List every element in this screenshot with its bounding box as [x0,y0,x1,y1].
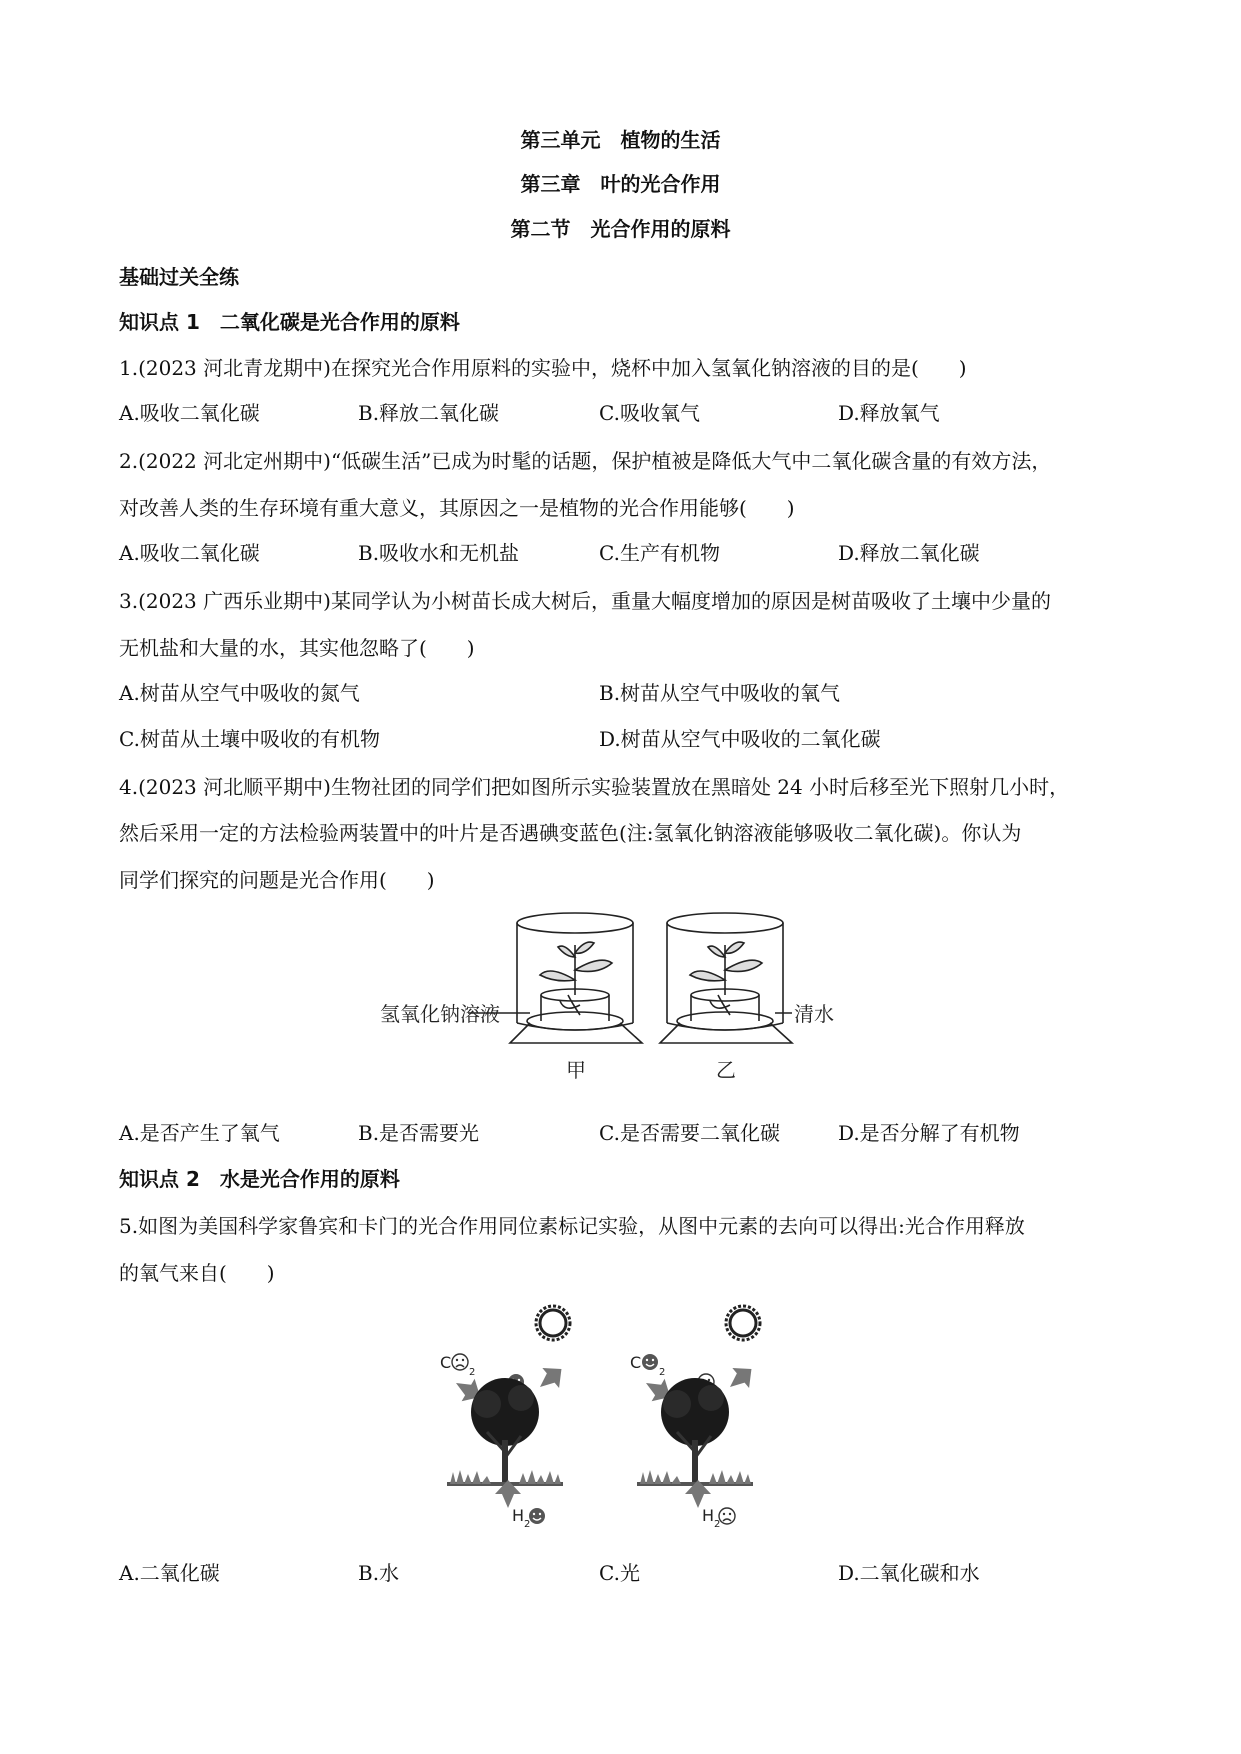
q5-option-a[interactable]: A.二氧化碳 [119,1561,220,1585]
figure-label-water: 清水 [794,1002,834,1026]
frown-icon [719,1508,735,1524]
question-3-stem-line1: 3.(2023 广西乐业期中)某同学认为小树苗长成大树后，重量大幅度增加的原因是树苗吸收了土壤中少量的 [119,589,1051,613]
left-panel [440,1306,570,1530]
left-c-sub: 2 [469,1367,476,1378]
q1-option-c[interactable]: C.吸收氧气 [599,401,700,425]
q3-option-b[interactable]: B.树苗从空气中吸收的氧气 [599,681,841,705]
sun-icon [726,1306,760,1340]
question-2-stem-line2: 对改善人类的生存环境有重大意义，其原因之一是植物的光合作用能够( ) [119,496,795,520]
q2-option-d[interactable]: D.释放二氧化碳 [838,541,980,565]
q4-experiment-figure [380,905,870,1085]
question-4-stem-line3: 同学们探究的问题是光合作用( ) [119,868,435,892]
q5-option-b[interactable]: B.水 [358,1561,400,1585]
question-5-stem-line1: 5.如图为美国科学家鲁宾和卡门的光合作用同位素标记实验，从图中元素的去向可以得出:光合作用释放 [119,1214,1025,1238]
q2-option-b[interactable]: B.吸收水和无机盐 [358,541,520,565]
chapter-title: 第三章 叶的光合作用 [520,172,721,196]
figure-label-yi: 乙 [716,1058,736,1082]
q5-option-c[interactable]: C.光 [599,1561,640,1585]
q5-option-d[interactable]: D.二氧化碳和水 [838,1561,980,1585]
left-h-sub: 2 [524,1519,531,1530]
frown-icon [452,1354,468,1370]
unit-title: 第三单元 植物的生活 [520,128,721,152]
section-title: 第二节 光合作用的原料 [510,217,731,241]
left-c-label: C [440,1353,452,1372]
figure-label-naoh: 氢氧化钠溶液 [380,1002,500,1026]
question-1-stem: 1.(2023 河北青龙期中)在探究光合作用原料的实验中，烧杯中加入氢氧化钠溶液的目的是( ) [119,356,967,380]
figure-label-jia: 甲 [566,1058,586,1082]
right-h-sub: 2 [714,1519,721,1530]
q1-option-a[interactable]: A.吸收二氧化碳 [119,401,260,425]
knowledge-point-2: 知识点 2 水是光合作用的原料 [119,1167,400,1191]
right-c-label: C [630,1353,642,1372]
q4-option-d[interactable]: D.是否分解了有机物 [838,1121,1020,1145]
left-h-label: H [512,1506,525,1525]
knowledge-point-1: 知识点 1 二氧化碳是光合作用的原料 [119,310,460,334]
q2-option-a[interactable]: A.吸收二氧化碳 [119,541,260,565]
q1-option-d[interactable]: D.释放氧气 [838,401,940,425]
right-h-label: H [702,1506,715,1525]
setup-yi [660,913,792,1043]
q4-option-a[interactable]: A.是否产生了氧气 [119,1121,280,1145]
q3-option-a[interactable]: A.树苗从空气中吸收的氮气 [119,681,360,705]
right-c-sub: 2 [659,1367,666,1378]
q2-option-c[interactable]: C.生产有机物 [599,541,720,565]
question-2-stem-line1: 2.(2022 河北定州期中)“低碳生活”已成为时髦的话题，保护植被是降低大气中二氧化碳含量的有效方法， [119,449,1052,473]
arrow-out-icon [532,1359,570,1397]
q4-option-b[interactable]: B.是否需要光 [358,1121,480,1145]
sun-icon [536,1306,570,1340]
smile-icon [529,1508,545,1524]
right-panel [630,1306,760,1530]
q1-option-b[interactable]: B.释放二氧化碳 [358,401,500,425]
smile-icon [642,1354,658,1370]
question-4-stem-line2: 然后采用一定的方法检验两装置中的叶片是否遇碘变蓝色(注:氢氧化钠溶液能够吸收二氧化碳)。你认为 [119,821,1022,845]
arrow-out-icon [722,1359,760,1397]
q3-option-d[interactable]: D.树苗从空气中吸收的二氧化碳 [599,727,881,751]
q4-option-c[interactable]: C.是否需要二氧化碳 [599,1121,780,1145]
section-heading: 基础过关全练 [119,265,239,289]
question-5-stem-line2: 的氧气来自( ) [119,1261,275,1285]
question-3-stem-line2: 无机盐和大量的水，其实他忽略了( ) [119,636,475,660]
q5-isotope-figure [440,1295,790,1530]
q3-option-c[interactable]: C.树苗从土壤中吸收的有机物 [119,727,380,751]
question-4-stem-line1: 4.(2023 河北顺平期中)生物社团的同学们把如图所示实验装置放在黑暗处 24 小时后移至光下照射几小时， [119,775,1070,799]
